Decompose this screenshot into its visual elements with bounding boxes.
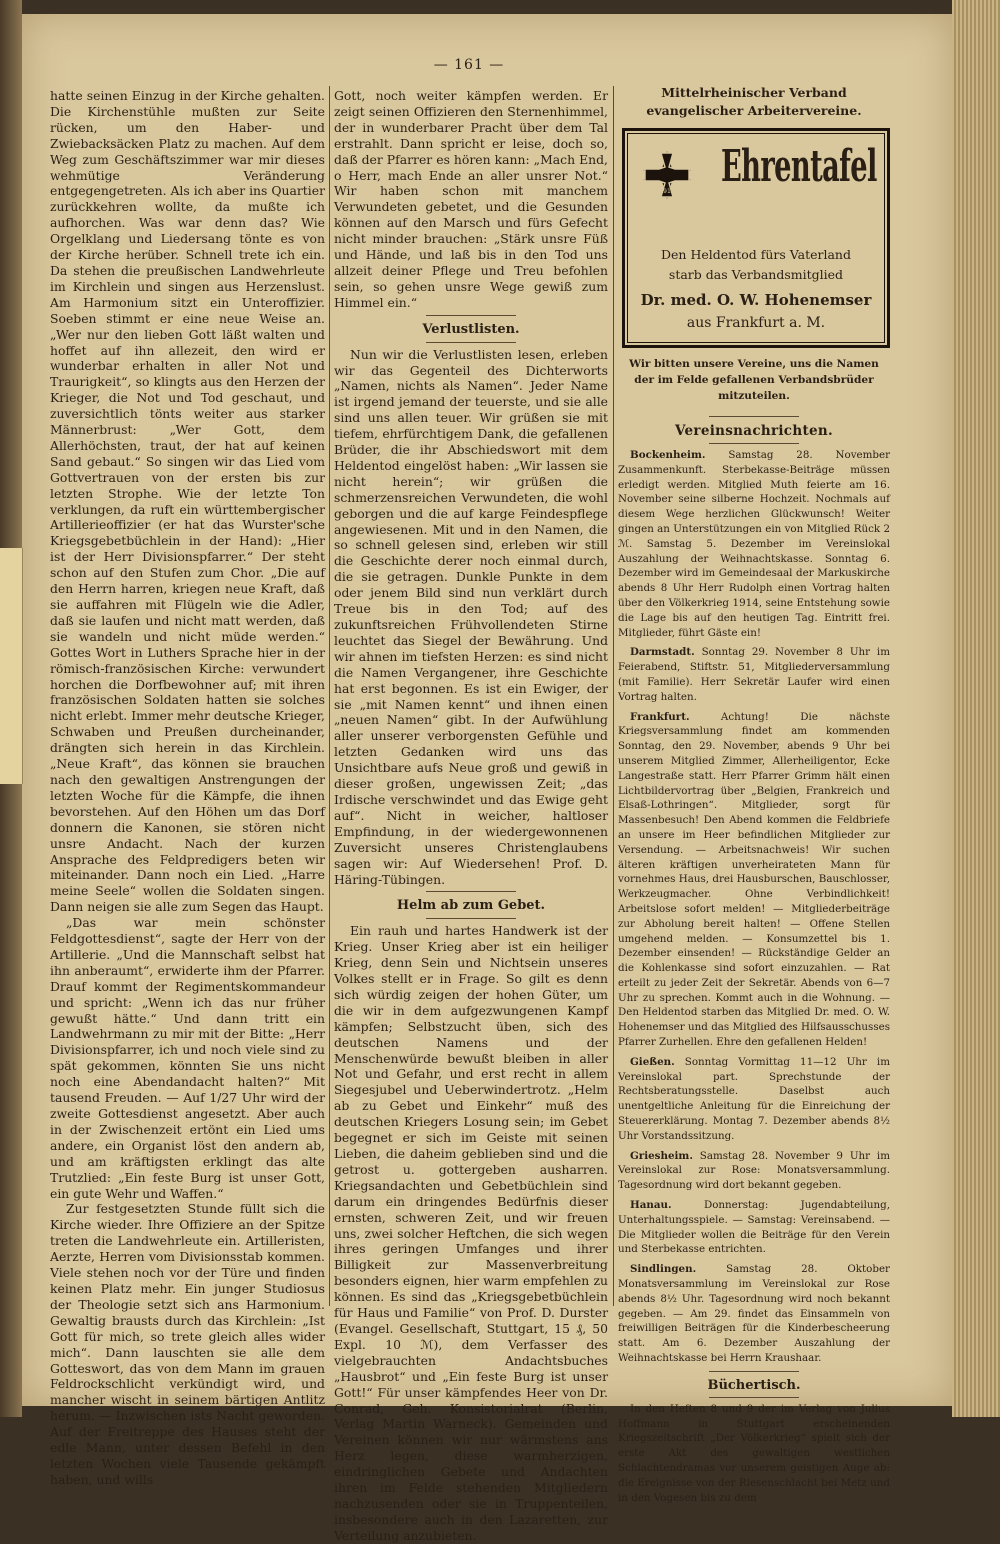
verlustlisten-text: Nun wir die Verlustlisten lesen, erleben wir das Gegenteil des Dichterworts „Namen, nichts als Namen“. Jeder Name ist irgend jemand der teuerste, und sie alle sind uns allen teuer. Wir grüßen sie mit tiefem, ehrfürchtigem Dank, die gefallenen Brüder, die ihr Abschiedswort mit dem Heldentod eingelöst haben: „Wir lassen sie nicht herein“; wir grüßen die schmerzensreichen Verwundeten, die wohl geborgen und die auf karge Feindespflege angewiesenen. Mit und in den Namen, die so schnell gelesen sind, erleben wir still die Geschichte derer noch einmal durch, die sie getragen. Dunkle Punkte in dem oder jenem Bild sind nun verklärt durch Treue bis in den Tod; auf des zukunftsreichen Frühvollendeten Stirne leuchtet das Siegel der Bewährung. Und wir ahnen im tiefsten Herzen: es sind nicht die Namen Vergangener, ihre Geschichte hat erst begonnen. Es ist ein Ewiger, der sie „mit Namen kennt“ und ihnen einen „neuen Namen“ gibt. In der Aufwühlung aller unserer verborgensten Gefühle und letzten Gedanken wird uns das Unsichtbare aufs Neue groß und gewiß in dieser großen, ungewissen Zeit; „das Irdische verschwindet und das Ewige geht auf“. Nicht in weicher, haltloser Empfindung, in der wiedergewonnenen Zuversicht unseres Christenglaubens sagen wir: Auf Wiedersehen! Prof. D. Häring-Tübingen. — [334, 346, 608, 887]
ehrentafel-title: Ehrentafel — [721, 141, 877, 192]
column-3 — [618, 84, 890, 1510]
divider — [426, 315, 516, 316]
column-rule-1 — [329, 86, 330, 1306]
news-item — [618, 1055, 890, 1144]
news-item — [618, 645, 890, 704]
column-rule-2 — [613, 86, 614, 1306]
col1-paragraph: „Das war mein schönster Feldgottesdienst“, sagte der Herr von der Artillerie. „Und die Mannschaft selbst hat ihn anberaumt“, erwiderte ihm der Pfarrer. Drauf kommt der Regimentskommandeur und spricht: „Wenn ich das nur früher gewußt hätte.“ Und dann tritt ein Landwehrmann zu mir mit der Bitte: „Herr Divisionspfarrer, ich und noch viele sind zu spät gekommen, könnten Sie uns nicht noch eine Abendandacht halten?“ Mit tausend Freuden. — Auf 1/27 Uhr wird der zweite Gottesdienst angesetzt. Aber auch in der Zwischenzeit ertönt ein Lied ums andere, ein Organist löst den andern ab, und am kräftigsten erklingt das alte Trutzlied: „Ein feste Burg ist unser Gott, ein gute Wehr und Waffen.“ — [50, 915, 325, 1201]
news-text: Sonntag 29. November 8 Uhr im Feierabend, Stiftstr. 51, Mitgliederversammlung (mit Familie). Herr Sekretär Laufer wird einen Vortrag halten. — [618, 646, 890, 703]
heading-verlustlisten: Verlustlisten. — [422, 321, 520, 337]
plea-text: Wir bitten unsere Vereine, uns die Namen der im Felde gefallenen Verbandsbrüder mitzuteilen. — [629, 358, 879, 402]
books-section — [618, 1402, 890, 1506]
heading-buechertisch: Büchertisch. — [707, 1377, 801, 1393]
divider — [709, 1371, 799, 1372]
news-text: Samstag 28. November 9 Uhr im Vereinslokal zur Rose: Monatsversammlung. Tagesordnung wird dort bekannt gegeben. — [618, 1149, 890, 1192]
news-place: Bockenheim. — [630, 449, 706, 461]
news-place: Gießen. — [630, 1055, 675, 1068]
ehrentafel-box — [622, 128, 890, 348]
ehrentafel-place: aus Frankfurt a. M. — [686, 315, 826, 331]
ehrentafel-line1: Den Heldentod fürs Vaterland — [661, 247, 851, 262]
divider — [709, 443, 799, 444]
helm-ab-text: Ein rauh und hartes Handwerk ist der Krieg. Unser Krieg aber ist ein heiliger Krieg, denn Sein und Nichtsein unseres Volkes stellt er in Frage. So gilt es denn sich würdig zeigen der hohen Güter, um die wir in dem aufgezwungenen Kampf kämpfen; Selbstzucht üben, sich des deutschen Namens und der Menschenwürde bewußt bleiben in aller Not und Gefahr, und erst recht in allem Siegesjubel und Ueberwindertrotz. „Helm ab zu Gebet und Einkehr“ muß des deutschen Kriegers Losung sein; im Gebet begegnet er sich im Geiste mit seinen Lieben, die daheim geblieben sind und die getrost u. gottergeben ausharren. Kriegsandachten und Gebetbüchlein sind darum ein dringendes Bedürfnis dieser ernsten, schweren Zeit, und wir freuen uns, zwei solcher Heftchen, die sich wegen ihres geringen Umfanges und ihrer Billigkeit zur Massenverbreitung besonders eignen, hier warm empfehlen zu können. Es sind das „Kriegsgebetbüchlein für Haus und Familie“ von Prof. D. Durster (Evangel. Gesellschaft, Stuttgart, 15 ₰, 50 Expl. 10 ℳ), dem Verfasser des vielgebrauchten Andachtsbuches „Hausbrot“ und „Ein feste Burg ist unser Gott!“ Für unser kämpfendes Heer von Dr. Conrad, Geh. Konsistorialrat (Berlin, Verlag Martin Warneck). Gemeinden und Vereinen können wir nur wärmstens ans Herz legen, diese warmherzigen, eindringlichen Gebete und Andachten ihren im Felde stehenden Mitgliedern nachzusenden oder sie in Truppenteilen, insbesondere auch in den Lazaretten, zur Verteilung anzubieten. — [334, 923, 608, 1543]
news-text: Donnerstag: Jugendabteilung, Unterhaltungsspiele. — Samstag: Vereinsabend. — Die Mitglieder wollen die Beiträge für den Verein und Sterbekasse entrichten. — [618, 1199, 890, 1256]
divider — [426, 891, 516, 892]
divider — [709, 1397, 799, 1398]
book-page-edges — [952, 0, 1000, 1417]
news-text: Samstag 28. November Zusammenkunft. Sterbekasse-Beiträge müssen erledigt werden. Mitglied Muth feierte am 16. November seine silberne Hochzeit. Nochmals auf diesem Wege herzlichen Glückwunsch! Weiter gingen an Unterstützungen ein von Mitglied Rück 2 ℳ. Samstag 5. Dezember im Vereinslokal Auszahlung der Weihnachtskasse. Sonntag 6. Dezember wird im Gemeindesaal der Markuskirche abends 8 Uhr Herr Rudolph einen Vortrag halten über den Völkerkrieg 1914, seine Entstehung sowie die Lage bis auf den heutigen Tag. Eintritt frei. Mitglieder, führt Gäste ein! — [618, 449, 890, 639]
heading-helm-ab: Helm ab zum Gebet. — [396, 898, 546, 914]
ehrentafel-name: Dr. med. O. W. Hohenemser — [640, 291, 872, 309]
news-place: Hanau. — [630, 1199, 672, 1212]
news-place: Griesheim. — [630, 1149, 693, 1162]
column-1 — [50, 88, 325, 1488]
news-text: Achtung! Die nächste Kriegsversammlung findet am kommenden Sonntag, den 29. November, abends 9 Uhr bei unserem Mitglied Zimmer, Allerheiligentor, Ecke Langestraße statt. Herr Pfarrer Grimm hält einen Lichtbildervortrag über „Belgien, Frankreich und Elsaß-Lothringen“. Mitglieder, sorgt für Massenbesuch! Den Abend kommen die Feldbriefe an unsere im Heer befindlichen Mitglieder zur Versendung. — Arbeitsnachweis! Wir suchen älteren kräftigen unverheirateten Mann für vornehmes Haus, drei Hausburschen, Bauschlosser, Werkzeugmacher. Ohne Verbindlichkeit! Arbeitslose sofort melden! — Mitgliederbeiträge zur Abholung bereit halten! — Offene Stellen umgehend melden. — Konsumzettel bis 1. Dezember einsenden! — Rückständige Gelder an die Kohlenkasse sind sofort einzuzahlen. — Rat erteilt zu jeder Zeit der Sekretär. Abends von 6—7 Uhr zu sprechen. Kommt auch in die Wohnung. — Den Heldentod starben das Mitglied Dr. med. O. W. Hohenemser und das Mitglied des Hilfsausschusses Pfarrer Zurhellen. Ehre den gefallenen Helden! — [618, 710, 890, 1049]
news-item — [618, 1149, 890, 1193]
iron-cross-icon — [641, 149, 693, 201]
col1-paragraph: Zur festgesetzten Stunde füllt sich die Kirche wieder. Ihre Offiziere an der Spitze treten die Landwehrleute ein. Artilleristen, Aerzte, Herren vom Divisionsstab kommen. Viele stehen noch vor der Türe und finden keinen Platz mehr. Ein junger Studiosus der Theologie setzt sich ans Harmonium. Gewaltig brausts durch das Kirchlein: „Ist Gott für mich, so trete gleich alles wider mich“. Dann lauschten sie alle dem Gotteswort, das von dem Mann im grauen Feldrockschlicht verkündigt wird, und mancher wischt in seinem bärtigen Antlitz herum. — Inzwischen ists Nacht geworden. Auf der Freitreppe des Hauses steht der edle Mann, unter dessen Befehl in den letzten Wochen viele Tausende gekämpft haben, und wills — [50, 1201, 325, 1487]
news-place: Frankfurt. — [630, 710, 690, 723]
news-text: Sonntag Vormittag 11—12 Uhr im Vereinslokal part. Sprechstunde der Rechtsberatungsstelle. Daselbst auch unentgeltliche Anleitung für die Einreichung der Steuererklärung. Montag 7. Dezember abends 8½ Uhr Vorstandssitzung. — [618, 1055, 890, 1142]
association-title: Mittelrheinischer Verband evangelischer Arbeitervereine. — [646, 85, 862, 118]
divider — [426, 342, 516, 343]
heading-vereinsnachrichten: Vereinsnachrichten. — [675, 423, 833, 439]
divider — [709, 416, 799, 417]
bookmark-tab — [0, 548, 23, 784]
news-item — [618, 710, 890, 1050]
books-text: In den Heften 8 und 9 der im Verlag von Julius Hoffmann in Stuttgart erscheinenden Kriegszeitschrift „Der Völkerkrieg“ spielt sich der erste Akt des gewaltigen westlichen Schlachtendramas vor unserem geistigen Auge ab: die Ereignisse von der Riesenschlacht bei Metz und in den Vogesen bis zu dem — [618, 1402, 890, 1504]
news-text: Samstag 28. Oktober Monatsversammlung im Vereinslokal zur Rose abends 8½ Uhr. Tagesordnung wird noch bekannt gegeben. — Am 29. findet das Einsammeln von freiwilligen Beiträgen für die Kinderbescheerung statt. Am 6. Dezember Auszahlung der Weihnachtskasse bei Herrn Kraushaar. — [618, 1263, 890, 1365]
news-list — [618, 448, 890, 1366]
news-item — [618, 448, 890, 640]
column-2 — [334, 88, 608, 1544]
cross-year: 1914 — [659, 188, 675, 195]
ehrentafel-line2: starb das Verbandsmitglied — [668, 267, 844, 282]
news-item — [618, 1198, 890, 1257]
col2-intro: Gott, noch weiter kämpfen werden. Er zeigt seinen Offizieren den Sternenhimmel, der in wunderbarer Pracht über dem Tal erstrahlt. Dann spricht er leise, doch so, daß der Pfarrer es hören kann: „Mach End, o Herr, mach Ende an aller unsrer Not.“ Wir haben schon mit manchem Verwundeten gebetet, und die Gesunden können auf den Marsch und fürs Gefecht nicht minder brauchen: „Stärk unsre Füß und Hände, und laß bis in den Tod uns allzeit deiner Pflege und Treu befohlen sein, so gehen unsre Wege gewiß zum Himmel ein.“ — [334, 88, 608, 310]
col1-paragraph: hatte seinen Einzug in der Kirche gehalten. Die Kirchenstühle mußten zur Seite rücken, um den Haber- und Zwiebacksäcken Platz zu machen. Auf dem Weg zum Geschäftszimmer war mir dieses wehmütige Veränderung entgegengetreten. Als ich aber ins Quartier zurückkehren wollte, da mußte ich aufhorchen. Was war denn das? Wie Orgelklang und Liedersang tönte es von der Kirche herüber. Schnell trete ich ein. Da stehen die preußischen Landwehrleute im Kirchlein und singen aus Herzenslust. Am Harmonium sitzt ein Unteroffizier. Soeben stimmt er eine neue Weise an. „Wer nur den lieben Gott läßt walten und hoffet auf ihn allezeit, den wird er wunderbar erhalten in aller Not und Traurigkeit“, so klingts aus den Herzen der Krieger, die Not und Tod geschaut, und zuversichtlich tönts weiter aus starker Männerbrust: „Wer Gott, dem Allerhöchsten, traut, der hat auf keinen Sand gebaut.“ So singen wir das Lied vom Gottvertrauen von der ersten bis zur letzten Strophe. Wie der letzte Ton verklungen, da ruft ein württembergischer Artillerieoffizier (er hat das Wurster'sche Kriegsgebetbüchlein in der Hand): „Hier ist der Herr Divisionspfarrer.“ Der steht schon auf den Stufen zum Chor. „Die auf den Herrn harren, kriegen neue Kraft, daß sie auffahren mit Flügeln wie die Adler, daß sie laufen und nicht matt werden, daß sie wandeln und nicht müde werden.“ Gottes Wort in Luthers Sprache hier in der römisch-französischen Kirche: verwundert horchen die Dorfbewohner auf; mit ihren französischen Soldaten hatten sie solches nicht erlebt. Immer mehr deutsche Krieger, Schwaben und Preußen durcheinander, drängten sich herein in das Kirchlein. „Neue Kraft“, das können sie brauchen nach den gewaltigen Anstrengungen der letzten Woche für die Kämpfe, die ihnen bevorstehen. Auf den Höhen um das Dorf donnern die Kanonen, sie stören nicht unsre Andacht. Nach der kurzen Ansprache des Feldpredigers beten wir miteinander. Dann noch ein Lied. „Harre meine Seele“ wollen die Soldaten singen. Dann neigen sie alle zum Segen das Haupt. — [50, 88, 325, 915]
divider — [426, 918, 516, 919]
news-place: Darmstadt. — [630, 646, 695, 659]
page-number: — 161 — — [433, 57, 505, 73]
news-place: Sindlingen. — [630, 1263, 697, 1276]
news-item — [618, 1262, 890, 1366]
